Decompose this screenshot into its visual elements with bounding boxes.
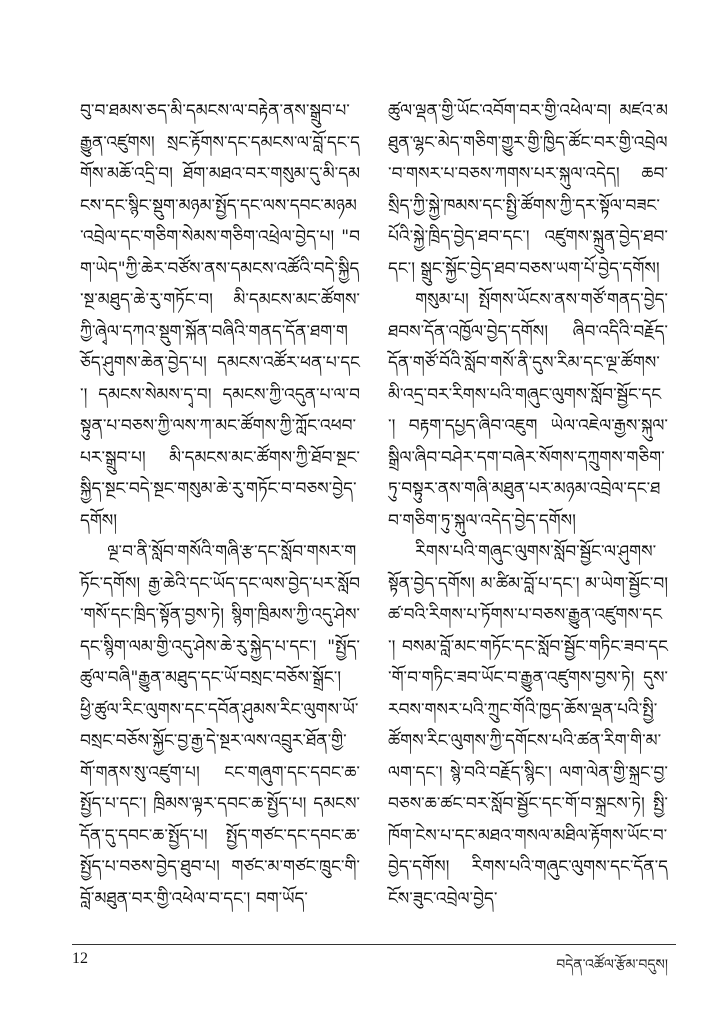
page-number: 12: [72, 950, 88, 967]
body-paragraph: ལྔ་བ་ནི་སློབ་གསོའི་གཞི་རྩ་དང་སློབ་གསར་གཏོང་དགོས། རྒྱ་ཆེའི་དང་ཡོད་དང་ལས་བྱེད་པར་སློབ་གསོ་དང་ཁྲིད་སྟོན་བྱས་ཏེ། སྙིག་ཁྲིམས་ཀྱི་འདུ་ཤེས་དང་སྙིག་ལམ་གྱི་འདུ་ཤེས་ཆེ་རུ་སྐྱེད་པ་དང་། "སྤྱོད་ཚུལ་བཞི"རྒྱུན་མཐུད་དང་ཡོ་བསྲང་བཅོས་སྒྲོང་། ཕྱི་ཚུལ་རིང་ལུགས་དང་དབོན་ཤུམས་རིང་ལུགས་ཡོ་བསྲང་བཅོས་སྐྱོང་བྱ་རྒྱ་དེ་སྔར་ལས་འབྲུར་ཐོན་གྱི་གོ་གནས་སུ་འཛུག་པ། ངང་གཞུག་དང་དབང་ཆ་སྤྱོད་པ་དང་། ཁྲིམས་ལྟར་དབང་ཆ་སྤྱོད་པ། དམངས་དོན་དུ་དབང་ཆ་སྤྱོད་པ། སྤྱོད་གཙང་དང་དབང་ཆ་སྤྱོད་པ་བཅས་བྱེད་ཐུབ་པ། གཙང་མ་གཙང་ཁྲུང་གི་བློ་མཐུན་བར་གྱི་འཕེལ་བ་དང་། བག་ཡོད་: [80, 542, 360, 909]
body-paragraph: རིགས་པའི་གཞུང་ལུགས་སློབ་སྦྱོང་ལ་ཤུགས་སྟོན་བྱེད་དགོས། མ་ཚིམ་བློ་པ་དང་། མ་ཡེག་སྦྱོང་བ། ཚ་བའི་རིགས་པ་ཏོགས་པ་བཅས་རྒྱུན་འཛུགས་དང་། བསམ་བློ་མང་གཏོང་དང་སློབ་སྦྱོང་གཏིང་ཟབ་དང་གོ་བ་གཏིང་ཟབ་ཡོང་བ་རྒྱུན་འཛུགས་བྱས་ཏེ། དུས་རབས་གསར་པའི་ཀྲུང་གོའི་ཁྱད་ཆོས་ལྡན་པའི་སྤྱི་ཚོགས་རིང་ལུགས་ཀྱི་དགོངས་པའི་ཚན་རིག་གི་མ་ལག་དང་། སྙེ་བའི་བརྗོད་སྙིང་། ལག་ལེན་གྱི་སྐྲང་བྱ་བཅས་ཆ་ཚང་བར་སློབ་སྦྱོང་དང་གོ་བ་སྐྲངས་ཏེ། སྤྱི་ཁོག་ངེས་པ་དང་མཐའ་གསལ་མཐིལ་རྟོགས་ཡོང་བ་བྱེད་དགོས། རིགས་པའི་གཞུང་ལུགས་དང་དོན་དངོས་ཟུང་འབྲེལ་བྱེད་: [388, 542, 668, 909]
body-paragraph: བུ་བ་ཐམས་ཅད་མི་དམངས་ལ་བརྟེན་ནས་སྒྲུབ་པ་རྒྱུན་འཛུགས། སྲང་རྟོགས་དང་དམངས་ལ་བློ་དང་དགོས་མཆོ་འདྲི་བ། ཐོག་མཐའ་བར་གསུམ་དུ་མི་དམངས་དང་སྙིང་སྡུག་མཉམ་སྤྱོད་དང་ལས་དབང་མཉམ་འབྲེལ་དང་གཅིག་སེམས་གཅིག་འཕྲེལ་བྱེད་པ། "བག་ཡེད"ཀྱི་ཆེར་བཙོས་ནས་དམངས་འཚོའི་བདེ་སྐྱིད་སྔ་མཐུད་ཆེ་རུ་གཏོང་བ། མི་དམངས་མང་ཚོགས་ཀྱི་ཞྭེལ་དཀའ་སྡུག་སྐོན་བཞིའི་གནད་དོན་ཐག་གཅོད་ཤུགས་ཆེན་བྱེད་པ། དམངས་འཚོར་ཕན་པ་དང་། དམངས་སེམས་དྭ་བ། དམངས་ཀྱི་འདུན་པ་ལ་བསྟུན་པ་བཅས་ཀྱི་ལས་ཀ་མང་ཚོགས་ཀྱི་ཀློང་འཕབ་པར་སྒྲུབ་པ། མི་དམངས་མང་ཚོགས་ཀྱི་ཐོབ་སྔང་སྐྱིད་སྔང་བདེ་སྔང་གསུམ་ཆེ་རུ་གཏོང་བ་བཅས་བྱེད་དགོས།: [80, 101, 360, 531]
left-text-column: [80, 96, 360, 909]
right-text-column: [388, 96, 668, 909]
body-paragraph: ཚུལ་ལྡན་གྱི་ཡོང་འབོག་བར་གྱི་འཕེལ་བ། མཛའ་མཐུན་ལྷང་མེད་གཅིག་གྱུར་གྱི་ཁྱིད་ཚོང་བར་གྱི་འབྲེལ་བ་གསར་པ་བཅས་ཀགས་པར་སྐུལ་འདེད། ཆབ་སྲིད་ཀྱི་སྐྱེ་ཁམས་དང་སྤྱི་ཚོགས་ཀྱི་དར་སྟོལ་བཟང་པོའི་སྐྱེ་ཁྲིད་བྱེད་ཐབ་དང་། འཛུགས་སྐྲུན་བྱེད་ཐབ་དང་། སྒྲུང་སྐྱོང་བྱེད་ཐབ་བཅས་ཡག་པོ་བྱེད་དགོས།: [388, 101, 668, 279]
footer-divider: [72, 944, 676, 945]
running-title: བདེན་འཚོལ་རྩོམ་བདུས།: [556, 957, 668, 973]
section-paragraph: གསུམ་པ། སྤོགས་ཡོངས་ནས་གཙོ་གནད་བྱེད་ཐབས་དོན་འཁྱོལ་བྱེད་དགོས། ཞིབ་འདིའི་བརྗོད་དོན་གཙོ་བོའི་སློབ་གསོ་ནི་དུས་རིམ་དང་ལྔ་ཚོགས་མི་འདྲ་བར་རིགས་པའི་གཞུང་ལུགས་སློབ་སྦྱོང་དང་། བརྟག་དཔྱད་ཞིབ་འཇུག ཡེལ་འཇེལ་རྒྱས་སྐུལ་སྒྲིལ་ཞིབ་བཤེར་དག་བཞེར་སོགས་དཀྲུགས་གཅིག་ཏུ་བསྟུར་ནས་གཞི་མཐུན་པར་མཉམ་འབྲེལ་དང་ཐབ་གཅིག་ཏུ་སྐུལ་འདེད་བྱེད་དགོས།: [388, 290, 668, 531]
